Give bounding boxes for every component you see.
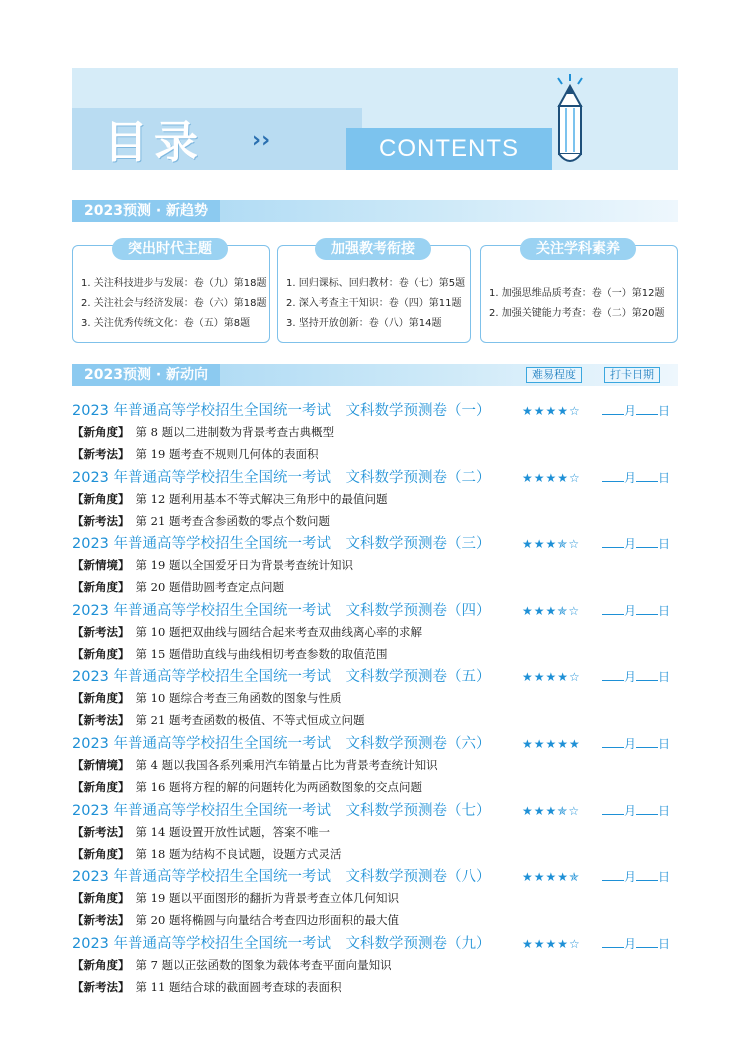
pencil-icon — [548, 72, 592, 168]
trend-section-label: 2023预测 · 新趋势 — [72, 200, 220, 222]
difficulty-stars: ★★★✯☆ — [522, 537, 581, 552]
entry-title[interactable]: 2023 年普通高等学校招生全国统一考试 文科数学预测卷（二） — [72, 469, 491, 486]
list-item — [72, 467, 678, 534]
entry-note: 【新情境】 第 19 题以全国爱牙日为背景考查统计知识 — [72, 558, 353, 573]
entry-title[interactable]: 2023 年普通高等学校招生全国统一考试 文科数学预测卷（六） — [72, 735, 491, 752]
difficulty-header: 难易程度 — [526, 367, 582, 383]
checkin-date-header: 打卡日期 — [604, 367, 660, 383]
entry-note: 【新考法】 第 14 题设置开放性试题，答案不唯一 — [72, 824, 330, 839]
page-title: 目录 — [104, 117, 204, 168]
checkin-date: 月 日 — [602, 400, 670, 422]
difficulty-stars: ★★★★☆ — [522, 936, 581, 951]
entry-title[interactable]: 2023 年普通高等学校招生全国统一考试 文科数学预测卷（四） — [72, 602, 491, 619]
entry-note: 【新角度】 第 18 题为结构不良试题，设题方式灵活 — [72, 846, 342, 861]
trend-box-2-item: 3. 坚持开放创新：卷（八）第14题 — [286, 318, 442, 329]
entry-note: 【新考法】 第 19 题考查不规则几何体的表面积 — [72, 447, 319, 461]
entry-note: 【新考法】 第 20 题将椭圆与向量结合考查四边形面积的最大值 — [72, 913, 399, 928]
checkin-date: 月 日 — [602, 933, 670, 955]
entry-title[interactable]: 2023 年普通高等学校招生全国统一考试 文科数学预测卷（一） — [72, 403, 491, 419]
contents-label: CONTENTS — [346, 128, 552, 170]
checkin-date: 月 日 — [602, 533, 670, 555]
entry-title[interactable]: 2023 年普通高等学校招生全国统一考试 文科数学预测卷（九） — [72, 935, 491, 952]
entry-title[interactable]: 2023 年普通高等学校招生全国统一考试 文科数学预测卷（三） — [72, 536, 491, 553]
difficulty-stars: ★★★✯☆ — [522, 603, 581, 618]
list-item — [72, 666, 678, 733]
entry-note: 【新考法】 第 11 题结合球的截面圆考查球的表面积 — [72, 979, 342, 994]
entry-title[interactable]: 2023 年普通高等学校招生全国统一考试 文科数学预测卷（八） — [72, 869, 491, 886]
entry-note: 【新角度】 第 16 题将方程的解的问题转化为两函数图象的交点问题 — [72, 779, 422, 794]
trend-box-2-item: 1. 回归课标、回归教材：卷（七）第5题 — [286, 278, 466, 289]
list-item — [72, 933, 678, 1000]
entry-note: 【新角度】 第 15 题借助直线与曲线相切考查参数的取值范围 — [72, 646, 388, 661]
entry-note: 【新角度】 第 20 题借助圆考查定点问题 — [72, 580, 284, 595]
entry-list — [72, 400, 678, 999]
list-item — [72, 866, 678, 933]
trend-section-bar — [72, 200, 678, 222]
list-item — [72, 800, 678, 867]
list-item — [72, 733, 678, 800]
difficulty-stars: ★★★★☆ — [522, 470, 581, 485]
list-item — [72, 533, 678, 600]
trend-box-1-item: 1. 关注科技进步与发展：卷（九）第18题 — [81, 278, 267, 289]
entry-title[interactable]: 2023 年普通高等学校招生全国统一考试 文科数学预测卷（五） — [72, 669, 491, 686]
trend-box-2-item: 2. 深入考查主干知识：卷（四）第11题 — [286, 298, 462, 309]
entry-note: 【新角度】 第 19 题以平面图形的翻折为背景考查立体几何知识 — [72, 891, 399, 906]
entry-note: 【新角度】 第 8 题以二进制数为背景考查古典概型 — [72, 425, 335, 439]
entry-note: 【新角度】 第 10 题综合考查三角函数的图象与性质 — [72, 691, 342, 706]
trend-box-3-title: 关注学科素养 — [520, 238, 636, 260]
entry-note: 【新考法】 第 21 题考查含参函数的零点个数问题 — [72, 513, 330, 528]
trend-box-3-item: 1. 加强思维品质考查：卷（一）第12题 — [489, 288, 665, 299]
checkin-date: 月 日 — [602, 800, 670, 822]
checkin-date: 月 日 — [602, 600, 670, 622]
checkin-date: 月 日 — [602, 866, 670, 888]
difficulty-stars: ★★★★✯ — [522, 870, 581, 885]
list-item — [72, 600, 678, 667]
entry-note: 【新情境】 第 4 题以我国各系列乘用汽车销量占比为背景考查统计知识 — [72, 757, 438, 772]
checkin-date: 月 日 — [602, 467, 670, 489]
difficulty-stars: ★★★★★ — [522, 736, 581, 751]
trend-box-2-title: 加强教考衔接 — [315, 238, 431, 260]
difficulty-stars: ★★★★☆ — [522, 670, 581, 685]
entry-note: 【新角度】 第 7 题以正弦函数的图象为载体考查平面向量知识 — [72, 957, 392, 972]
difficulty-stars: ★★★★☆ — [522, 404, 581, 418]
entry-note: 【新考法】 第 21 题考查函数的极值、不等式恒成立问题 — [72, 713, 365, 728]
checkin-date: 月 日 — [602, 666, 670, 688]
trend-box-3-item: 2. 加强关键能力考查：卷（二）第20题 — [489, 308, 665, 319]
direction-section-label: 2023预测 · 新动向 — [72, 364, 220, 386]
entry-note: 【新考法】 第 10 题把双曲线与圆结合起来考查双曲线离心率的求解 — [72, 624, 422, 639]
difficulty-stars: ★★★✯☆ — [522, 803, 581, 818]
entry-note: 【新角度】 第 12 题利用基本不等式解决三角形中的最值问题 — [72, 491, 388, 506]
entry-title[interactable]: 2023 年普通高等学校招生全国统一考试 文科数学预测卷（七） — [72, 802, 491, 819]
list-item — [72, 400, 678, 467]
direction-section-bar — [72, 364, 678, 386]
trend-box-1-title: 突出时代主题 — [112, 238, 228, 260]
checkin-date: 月 日 — [602, 733, 670, 755]
trend-box-1-item: 3. 关注优秀传统文化：卷（五）第8题 — [81, 318, 251, 329]
trend-box-1-item: 2. 关注社会与经济发展：卷（六）第18题 — [81, 298, 267, 309]
chevron-icon: ›› — [252, 128, 271, 153]
